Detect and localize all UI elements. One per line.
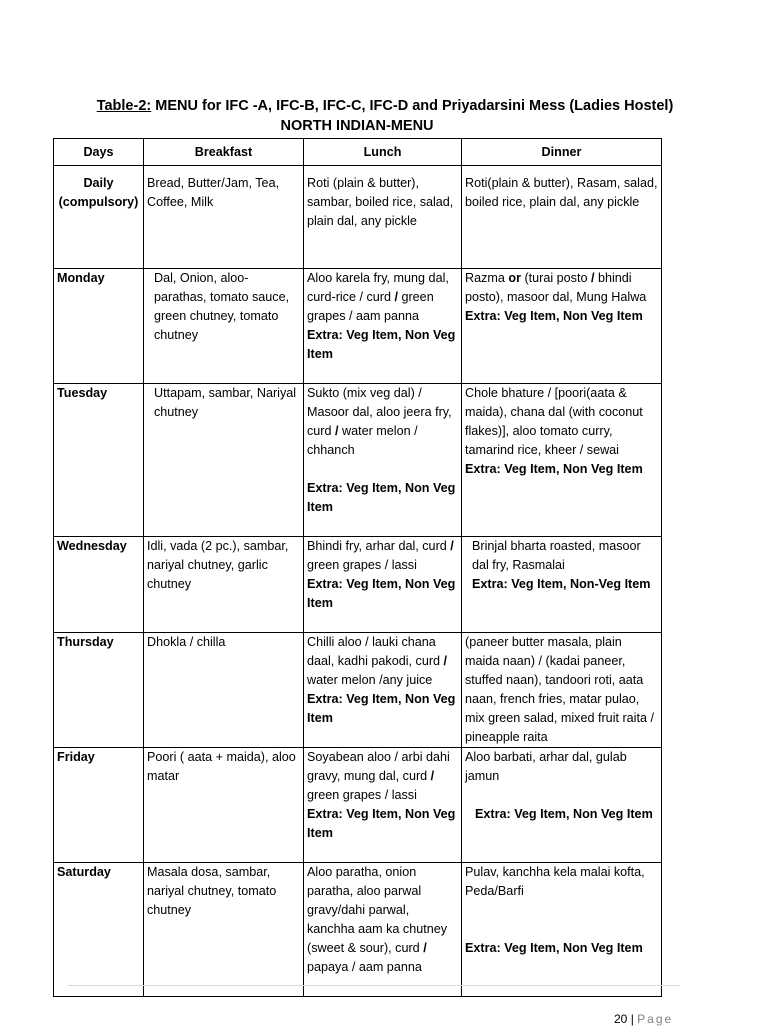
slash: / [430, 769, 435, 783]
dinner-extra: Extra: Veg Item, Non-Veg Item [472, 577, 651, 591]
dinner-text: (turai posto [520, 271, 591, 285]
table-row [54, 537, 662, 633]
lunch-text: Aloo paratha, onion paratha, aloo parwal gravy/dahi parwal, kanchha aam ka chutney (sweet & sour), curd [307, 865, 448, 955]
day-cell-wednesday: Wednesday [54, 537, 144, 633]
day-cell-tuesday: Tuesday [54, 384, 144, 537]
dinner-extra: Extra: Veg Item, Non Veg Item [465, 462, 643, 476]
slash: / [335, 424, 339, 438]
dinner-cell: Roti(plain & butter), Rasam, salad, boiled rice, plain dal, any pickle [462, 166, 662, 269]
lunch-extra: Extra: Veg Item, Non Veg Item [307, 692, 456, 725]
spacer [465, 920, 658, 939]
breakfast-cell: Dhokla / chilla [144, 633, 304, 748]
breakfast-cell: Dal, Onion, aloo-parathas, tomato sauce, green chutney, tomato chutney [144, 269, 304, 384]
header-lunch: Lunch [304, 139, 462, 166]
breakfast-cell: Uttapam, sambar, Nariyal chutney [144, 384, 304, 537]
day-cell-daily [54, 166, 144, 269]
lunch-text: Aloo karela fry, mung dal, curd-rice / curd [307, 271, 449, 304]
lunch-text: papaya / aam panna [307, 960, 422, 974]
page-label: Page [637, 1012, 674, 1026]
spacer [465, 786, 658, 805]
lunch-extra: Extra: Veg Item, Non Veg Item [307, 481, 456, 514]
dinner-extra: Extra: Veg Item, Non Veg Item [475, 807, 653, 821]
lunch-text: green grapes / lassi [307, 558, 417, 572]
lunch-text: Bhindi fry, arhar dal, curd [307, 539, 451, 553]
lunch-cell [304, 863, 462, 997]
day-label-note: (compulsory) [58, 195, 139, 209]
lunch-cell [304, 537, 462, 633]
dinner-cell [462, 863, 662, 997]
day-label: Daily [83, 176, 114, 190]
lunch-text: water melon /any juice [307, 673, 433, 687]
lunch-text: Sukto (mix veg dal) / Masoor dal, aloo jeera fry, curd [307, 386, 452, 438]
table-label: Table-2: [96, 98, 152, 114]
dinner-cell [462, 537, 662, 633]
lunch-text: green grapes / aam panna [307, 290, 434, 323]
menu-subtitle: NORTH INDIAN-MENU [280, 118, 434, 134]
day-cell-thursday: Thursday [54, 633, 144, 748]
page-number-value: 20 [614, 1012, 628, 1026]
table-row [54, 633, 662, 748]
day-cell-monday: Monday [54, 269, 144, 384]
header-row [54, 139, 662, 166]
table-row [54, 166, 662, 269]
slash: / [443, 654, 448, 668]
table-row [54, 269, 662, 384]
lunch-cell: Roti (plain & butter), sambar, boiled rice, salad, plain dal, any pickle [304, 166, 462, 269]
menu-table [53, 138, 662, 997]
table-row [54, 384, 662, 537]
dinner-text: Pulav, kanchha kela malai kofta, Peda/Barfi [465, 865, 645, 898]
header-days: Days [54, 139, 144, 166]
spacer [307, 460, 458, 479]
day-cell-friday: Friday [54, 748, 144, 863]
footer-divider [68, 985, 680, 986]
lunch-cell [304, 633, 462, 748]
dinner-extra: Extra: Veg Item, Non Veg Item [465, 941, 643, 955]
table-row [54, 748, 662, 863]
lunch-text: Soyabean aloo / arbi dahi gravy, mung dal, curd [307, 750, 450, 783]
dinner-text: bhindi posto), masoor dal, Mung Halwa [465, 271, 647, 304]
lunch-text: Chilli aloo / lauki chana daal, kadhi pakodi, curd [307, 635, 444, 668]
breakfast-cell: Masala dosa, sambar, nariyal chutney, tomato chutney [144, 863, 304, 997]
lunch-extra: Extra: Veg Item, Non Veg Item [307, 577, 456, 610]
header-dinner: Dinner [462, 139, 662, 166]
breakfast-cell: Poori ( aata + maida), aloo matar [144, 748, 304, 863]
page-separator: | [627, 1012, 638, 1026]
lunch-cell [304, 384, 462, 537]
dinner-text: Aloo barbati, arhar dal, gulab jamun [465, 750, 627, 783]
lunch-extra: Extra: Veg Item, Non Veg Item [307, 328, 456, 361]
dinner-or: or [508, 271, 521, 285]
dinner-cell: (paneer butter masala, plain maida naan) / (kadai paneer, stuffed naan), tandoori roti, aata naan, french fries, matar pulao, mix green salad, mixed fruit raita / pineapple raita [462, 633, 662, 748]
dinner-cell [462, 748, 662, 863]
slash: / [423, 941, 427, 955]
table-title-text: MENU for IFC -A, IFC-B, IFC-C, IFC-D and Priyadarsini Mess (Ladies Hostel) [151, 98, 674, 114]
lunch-text: water melon / chhanch [307, 424, 418, 457]
breakfast-cell: Idli, vada (2 pc.), sambar, nariyal chutney, garlic chutney [144, 537, 304, 633]
dinner-cell [462, 384, 662, 537]
table-title [60, 96, 710, 116]
dinner-extra: Extra: Veg Item, Non Veg Item [465, 309, 643, 323]
dinner-text: Razma [465, 271, 509, 285]
slash: / [450, 539, 454, 553]
dinner-cell [462, 269, 662, 384]
header-breakfast: Breakfast [144, 139, 304, 166]
lunch-cell [304, 748, 462, 863]
breakfast-cell: Bread, Butter/Jam, Tea, Coffee, Milk [144, 166, 304, 269]
lunch-extra: Extra: Veg Item, Non Veg Item [307, 807, 456, 840]
day-cell-saturday: Saturday [54, 863, 144, 997]
dinner-text: Brinjal bharta roasted, masoor dal fry, Rasmalai [472, 539, 641, 572]
dinner-text: Chole bhature / [poori(aata & maida), chana dal (with coconut flakes)], aloo tomato curry, tamarind rice, kheer / sewai [465, 386, 643, 457]
table-row [54, 863, 662, 997]
slash: / [590, 271, 595, 285]
lunch-text: green grapes / lassi [307, 788, 417, 802]
lunch-cell [304, 269, 462, 384]
slash: / [394, 290, 398, 304]
spacer [465, 901, 658, 920]
